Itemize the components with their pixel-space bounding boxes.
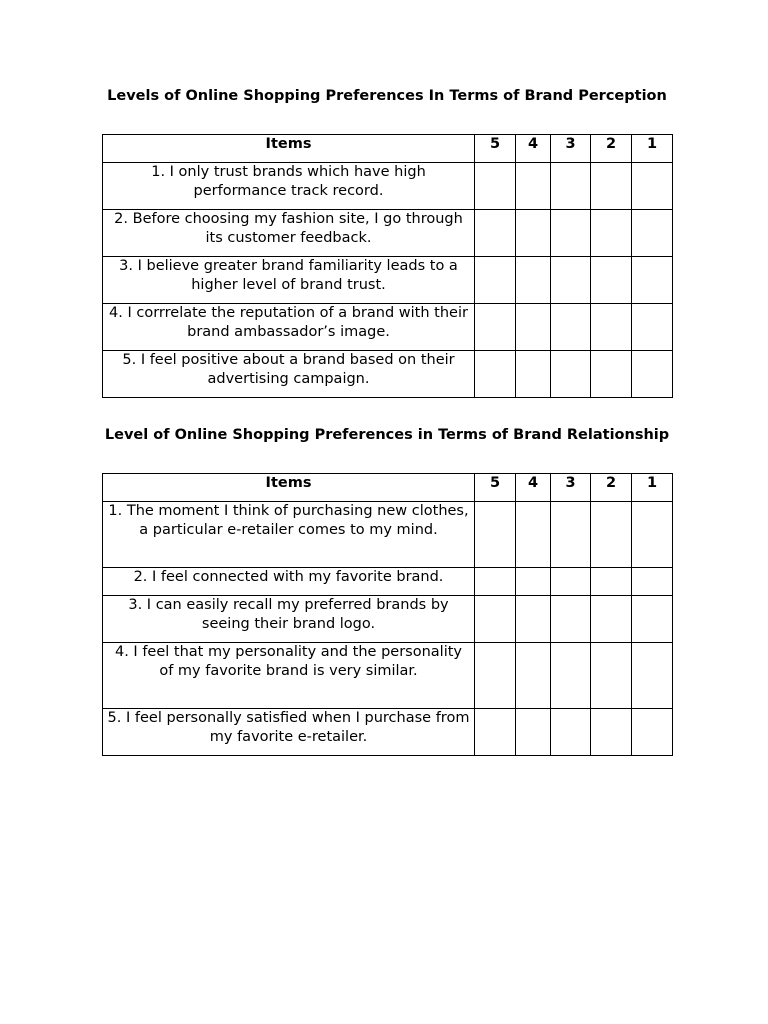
rating-cell-1[interactable]: [632, 304, 673, 351]
rating-cell-2[interactable]: [591, 304, 632, 351]
header-score-4: 4: [516, 474, 551, 502]
brand-perception-table: [102, 134, 673, 398]
rating-cell-3[interactable]: [551, 568, 591, 596]
table-row: [103, 643, 673, 709]
brand-relationship-table: [102, 473, 673, 756]
rating-cell-3[interactable]: [551, 709, 591, 756]
table-row: [103, 502, 673, 568]
rating-cell-5[interactable]: [475, 257, 516, 304]
table-header-row: [103, 135, 673, 163]
item-text: 2. I feel connected with my favorite brand.: [103, 568, 475, 596]
rating-cell-4[interactable]: [516, 596, 551, 643]
header-score-4: 4: [516, 135, 551, 163]
item-text: 3. I believe greater brand familiarity leads to a higher level of brand trust.: [103, 257, 475, 304]
rating-cell-4[interactable]: [516, 257, 551, 304]
item-text: 1. The moment I think of purchasing new clothes, a particular e-retailer comes to my mind.: [103, 502, 475, 568]
rating-cell-3[interactable]: [551, 304, 591, 351]
rating-cell-1[interactable]: [632, 257, 673, 304]
rating-cell-5[interactable]: [475, 643, 516, 709]
rating-cell-1[interactable]: [632, 502, 673, 568]
item-text: 5. I feel personally satisfied when I purchase from my favorite e-retailer.: [103, 709, 475, 756]
rating-cell-3[interactable]: [551, 163, 591, 210]
rating-cell-4[interactable]: [516, 163, 551, 210]
section1-title: Levels of Online Shopping Preferences In Terms of Brand Perception: [107, 88, 667, 104]
rating-cell-2[interactable]: [591, 351, 632, 398]
table-row: [103, 163, 673, 210]
header-items: Items: [103, 135, 475, 163]
rating-cell-4[interactable]: [516, 643, 551, 709]
table-row: [103, 257, 673, 304]
rating-cell-2[interactable]: [591, 596, 632, 643]
rating-cell-3[interactable]: [551, 643, 591, 709]
rating-cell-4[interactable]: [516, 568, 551, 596]
rating-cell-3[interactable]: [551, 502, 591, 568]
rating-cell-2[interactable]: [591, 163, 632, 210]
rating-cell-4[interactable]: [516, 351, 551, 398]
table-row: [103, 596, 673, 643]
rating-cell-2[interactable]: [591, 568, 632, 596]
rating-cell-5[interactable]: [475, 304, 516, 351]
rating-cell-3[interactable]: [551, 210, 591, 257]
rating-cell-1[interactable]: [632, 643, 673, 709]
header-score-2: 2: [591, 135, 632, 163]
rating-cell-2[interactable]: [591, 643, 632, 709]
table-row: [103, 351, 673, 398]
item-text: 2. Before choosing my fashion site, I go through its customer feedback.: [103, 210, 475, 257]
rating-cell-4[interactable]: [516, 502, 551, 568]
rating-cell-5[interactable]: [475, 568, 516, 596]
table-row: [103, 210, 673, 257]
rating-cell-5[interactable]: [475, 210, 516, 257]
header-items: Items: [103, 474, 475, 502]
section2-title: Level of Online Shopping Preferences in Terms of Brand Relationship: [104, 427, 670, 443]
header-score-3: 3: [551, 135, 591, 163]
rating-cell-3[interactable]: [551, 257, 591, 304]
rating-cell-5[interactable]: [475, 502, 516, 568]
item-text: 4. I feel that my personality and the personality of my favorite brand is very similar.: [103, 643, 475, 709]
rating-cell-4[interactable]: [516, 304, 551, 351]
rating-cell-2[interactable]: [591, 257, 632, 304]
rating-cell-2[interactable]: [591, 210, 632, 257]
rating-cell-4[interactable]: [516, 210, 551, 257]
header-score-1: 1: [632, 135, 673, 163]
rating-cell-5[interactable]: [475, 163, 516, 210]
table-row: [103, 709, 673, 756]
rating-cell-5[interactable]: [475, 709, 516, 756]
header-score-5: 5: [475, 474, 516, 502]
rating-cell-1[interactable]: [632, 568, 673, 596]
item-text: 4. I corrrelate the reputation of a brand with their brand ambassador’s image.: [103, 304, 475, 351]
rating-cell-1[interactable]: [632, 351, 673, 398]
rating-cell-1[interactable]: [632, 709, 673, 756]
header-score-3: 3: [551, 474, 591, 502]
rating-cell-3[interactable]: [551, 596, 591, 643]
table-header-row: [103, 474, 673, 502]
rating-cell-3[interactable]: [551, 351, 591, 398]
item-text: 3. I can easily recall my preferred brands by seeing their brand logo.: [103, 596, 475, 643]
rating-cell-4[interactable]: [516, 709, 551, 756]
rating-cell-1[interactable]: [632, 210, 673, 257]
rating-cell-5[interactable]: [475, 596, 516, 643]
rating-cell-5[interactable]: [475, 351, 516, 398]
rating-cell-2[interactable]: [591, 502, 632, 568]
table-row: [103, 304, 673, 351]
rating-cell-2[interactable]: [591, 709, 632, 756]
header-score-1: 1: [632, 474, 673, 502]
item-text: 5. I feel positive about a brand based on their advertising campaign.: [103, 351, 475, 398]
header-score-2: 2: [591, 474, 632, 502]
table-row: [103, 568, 673, 596]
header-score-5: 5: [475, 135, 516, 163]
rating-cell-1[interactable]: [632, 596, 673, 643]
rating-cell-1[interactable]: [632, 163, 673, 210]
item-text: 1. I only trust brands which have high performance track record.: [103, 163, 475, 210]
